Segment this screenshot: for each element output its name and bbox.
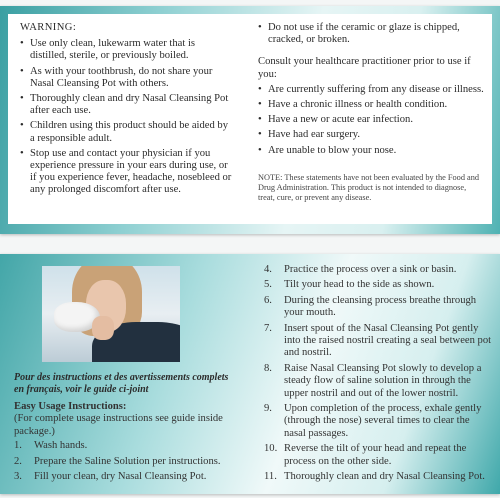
warning-card bbox=[0, 6, 500, 234]
step-text: Prepare the Saline Solution per instructions. bbox=[34, 455, 221, 467]
warning-item: • Do not use if the ceramic or glaze is chipped, cracked, or broken. bbox=[258, 22, 484, 46]
step-number: 9. bbox=[264, 403, 272, 415]
step-text: Thoroughly clean and dry Nasal Cleansing Pot. bbox=[284, 471, 485, 483]
step-number: 3. bbox=[14, 471, 22, 483]
step-number: 6. bbox=[264, 294, 272, 306]
step-number: 8. bbox=[264, 362, 272, 374]
consult-list bbox=[258, 84, 484, 157]
consult-item: • Have a new or acute ear infection. bbox=[258, 114, 484, 126]
warning-list-right bbox=[258, 22, 484, 46]
easy-usage-subtitle: (For complete usage instructions see guide inside package.) bbox=[14, 413, 223, 437]
consult-item: • Are unable to blow your nose. bbox=[258, 145, 484, 157]
warning-item: • Use only clean, lukewarm water that is distilled, sterile, or previously boiled. bbox=[20, 38, 232, 62]
warning-item: • Thoroughly clean and dry Nasal Cleansing Pot after each use. bbox=[20, 93, 232, 117]
consult-item: • Have a chronic illness or health condition. bbox=[258, 99, 484, 111]
step-text: Tilt your head to the side as shown. bbox=[284, 279, 435, 291]
usage-photo bbox=[42, 266, 180, 362]
step-item bbox=[264, 443, 492, 468]
step-item bbox=[14, 471, 236, 483]
warning-item: • As with your toothbrush, do not share your Nasal Cleansing Pot with others. bbox=[20, 66, 232, 90]
step-text: Wash hands. bbox=[34, 440, 88, 452]
step-number: 11. bbox=[264, 471, 277, 483]
step-item bbox=[264, 403, 492, 440]
warning-left-column bbox=[20, 22, 232, 200]
step-item bbox=[264, 471, 492, 483]
warning-item: • Stop use and contact your physician if you experience pressure in your ears during use, or if you experience fever, headache, nosebleed or any prolonged discomfort after use. bbox=[20, 148, 232, 197]
photo-hand bbox=[92, 316, 114, 340]
step-text: Raise Nasal Cleansing Pot slowly to develop a steady flow of saline solution in through the upper nostril and out of the lower nostril. bbox=[284, 362, 482, 399]
steps-list-right bbox=[264, 264, 492, 484]
step-item bbox=[264, 363, 492, 400]
step-number: 5. bbox=[264, 279, 272, 291]
step-number: 10. bbox=[264, 443, 278, 455]
step-text: Insert spout of the Nasal Cleansing Pot gently into the raised nostril creating a seal between pot and nostril. bbox=[284, 322, 492, 359]
warning-list bbox=[20, 38, 232, 196]
instructions-right-column bbox=[264, 264, 492, 487]
step-item bbox=[264, 323, 492, 360]
step-text: Reverse the tilt of your head and repeat the process on the other side. bbox=[284, 443, 467, 467]
warning-item: • Children using this product should be aided by a responsible adult. bbox=[20, 120, 232, 144]
consult-text: Consult your healthcare practitioner prior to use if you: bbox=[258, 56, 471, 80]
step-number: 7. bbox=[264, 322, 272, 334]
consult-item: • Have had ear surgery. bbox=[258, 129, 484, 141]
french-note: Pour des instructions et des avertissements complets en français, voir le guide ci-joint bbox=[14, 372, 229, 395]
step-number: 4. bbox=[264, 264, 272, 275]
warning-title: WARNING: bbox=[20, 22, 77, 33]
steps-list-left bbox=[14, 440, 236, 483]
step-text: Upon completion of the process, exhale gently (through the nose) several times to clear the nasal passages. bbox=[284, 403, 482, 439]
step-text: During the cleansing process breathe through your mouth. bbox=[284, 294, 477, 319]
instructions-left-column bbox=[14, 372, 236, 486]
step-item bbox=[14, 440, 236, 452]
consult-item: • Are currently suffering from any disease or illness. bbox=[258, 84, 484, 96]
step-text: Fill your clean, dry Nasal Cleansing Pot. bbox=[34, 471, 207, 483]
step-item bbox=[264, 295, 492, 320]
warning-panel bbox=[8, 14, 492, 224]
step-number: 2. bbox=[14, 455, 22, 467]
step-item bbox=[264, 264, 492, 276]
step-text: Practice the process over a sink or basin. bbox=[284, 264, 457, 275]
fda-note: NOTE: These statements have not been evaluated by the Food and Drug Administration. This product is not intended to diagnose, treat, cure, or prevent any disease. bbox=[258, 172, 480, 202]
instructions-card bbox=[0, 254, 500, 494]
warning-right-column bbox=[258, 22, 484, 211]
easy-usage-title: Easy Usage Instructions: bbox=[14, 401, 127, 412]
step-item bbox=[14, 456, 236, 468]
step-number: 1. bbox=[14, 440, 22, 452]
step-item bbox=[264, 279, 492, 291]
